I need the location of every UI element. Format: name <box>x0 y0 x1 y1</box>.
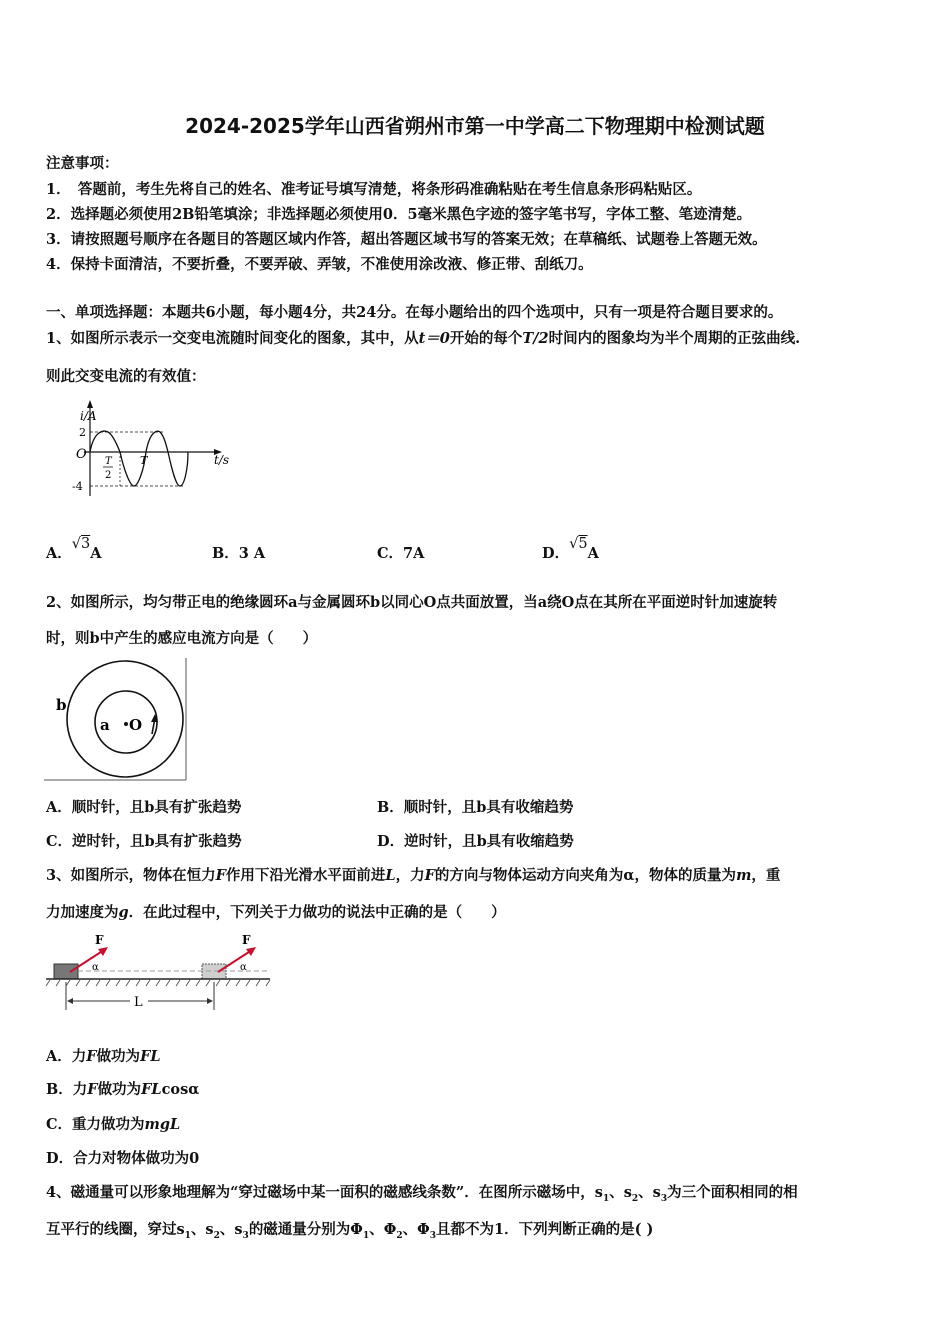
force-arrowhead-2-icon <box>246 947 256 956</box>
q1-stem-line2: 则此交变电流的有效值： <box>46 368 206 385</box>
q1-option-c[interactable]: C．7A <box>377 545 425 562</box>
q2-stem-line2: 时，则b中产生的感应电流方向是（ ） <box>46 630 318 647</box>
angle-label-1: α <box>92 962 99 973</box>
force-arrow-1-icon <box>70 950 104 972</box>
page-title: 2024-2025学年山西省朔州市第一中学高二下物理期中检测试题 <box>185 114 765 138</box>
sqrt-icon: √ <box>569 536 579 552</box>
q1-current-graph <box>68 398 238 498</box>
q3-force-figure <box>46 928 272 1014</box>
block-end <box>202 964 226 979</box>
q3-option-b[interactable]: B．力F做功为FLcosα <box>46 1081 200 1098</box>
block-start <box>54 964 78 979</box>
force-label-1: F <box>95 933 104 947</box>
q1-option-a[interactable]: A．√3A <box>46 536 102 562</box>
x-tick-half-num: T <box>105 456 112 467</box>
q2-rings-figure <box>44 658 188 782</box>
q1-stem-line1: 1、如图所示表示一交变电流随时间变化的图象，其中，从t＝0开始的每个T/2时间内的图象均为半个周期的正弦曲线. <box>46 330 801 347</box>
length-arrow-left-icon <box>67 998 73 1004</box>
q3-option-c[interactable]: C．重力做功为mgL <box>46 1116 181 1133</box>
q3-stem-line1: 3、如图所示，物体在恒力F作用下沿光滑水平面前进L，力F的方向与物体运动方向夹角为α，物体的质量为m，重 <box>46 867 781 884</box>
notice-item-3: 3．请按照题号顺序在各题目的答题区域内作答，超出答题区域书写的答案无效；在草稿纸、试题卷上答题无效。 <box>46 231 767 248</box>
q3-option-d[interactable]: D．合力对物体做功为0 <box>46 1150 200 1167</box>
x-tick-period: T <box>140 454 148 467</box>
label-b: b <box>56 696 67 714</box>
x-label: t/s <box>214 453 230 467</box>
q1-option-b[interactable]: B．3 A <box>212 545 266 562</box>
q1-option-d[interactable]: D．√5A <box>542 536 599 562</box>
q2-option-d[interactable]: D．逆时针，且b具有收缩趋势 <box>377 833 574 850</box>
notice-item-2: 2．选择题必须使用2B铅笔填涂；非选择题必须使用0．5毫米黑色字迹的签字笔书写，字体工整、笔迹清楚。 <box>46 206 752 223</box>
y-tick-top: 2 <box>79 426 86 439</box>
q3-stem-line2: 力加速度为g．在此过程中，下列关于力做功的说法中正确的是（ ） <box>46 904 506 921</box>
length-arrow-right-icon <box>207 998 213 1004</box>
force-label-2: F <box>242 933 251 947</box>
notice-item-1: 1． 答题前，考生先将自己的姓名、准考证号填写清楚，将条形码准确粘贴在考生信息条形码粘贴区。 <box>46 181 702 198</box>
notice-item-4: 4．保持卡面清洁，不要折叠，不要弄破、弄皱，不准使用涂改液、修正带、刮纸刀。 <box>46 256 593 273</box>
ring-b <box>67 661 183 777</box>
section-heading: 一、单项选择题：本题共6小题，每小题4分，共24分。在每小题给出的四个选项中，只有一项是符合题目要求的。 <box>46 304 783 321</box>
q2-stem-line1: 2、如图所示，均匀带正电的绝缘圆环a与金属圆环b以同心O点共面放置，当a绕O点在其所在平面逆时针加速旋转 <box>46 594 778 611</box>
length-label: L <box>134 995 143 1010</box>
center-dot <box>124 722 128 726</box>
notice-heading: 注意事项： <box>46 155 119 172</box>
q4-stem-line2: 互平行的线圈，穿过$s_1$、$s_2$、$s_3$的磁通量分别为$\Phi_1$、$\Phi_2$、$\Phi_3$且都不为1．下列判断正确的是( ) <box>46 1221 654 1241</box>
force-arrow-2-icon <box>218 950 252 972</box>
force-arrowhead-1-icon <box>98 947 108 956</box>
angle-label-2: α <box>240 962 247 973</box>
q3-option-a[interactable]: A．力F做功为FL <box>46 1048 161 1065</box>
y-tick-bottom: -4 <box>72 480 83 493</box>
label-a: a <box>100 716 110 734</box>
q2-option-b[interactable]: B．顺时针，且b具有收缩趋势 <box>377 799 574 816</box>
q4-stem-line1: 4、磁通量可以形象地理解为“穿过磁场中某一面积的磁感线条数”．在图所示磁场中，$s_1$、$s_2$、$s_3$为三个面积相同的相 <box>46 1184 798 1204</box>
ground-hatch <box>46 980 270 986</box>
y-label: i/A <box>80 409 97 423</box>
q2-option-c[interactable]: C．逆时针，且b具有扩张趋势 <box>46 833 242 850</box>
origin-label: O <box>76 447 87 462</box>
y-axis-arrow <box>87 400 93 408</box>
sqrt-icon: √ <box>71 536 82 552</box>
x-tick-half-den: 2 <box>105 470 112 481</box>
label-o: O <box>129 716 143 734</box>
q2-option-a[interactable]: A．顺时针，且b具有扩张趋势 <box>46 799 242 816</box>
